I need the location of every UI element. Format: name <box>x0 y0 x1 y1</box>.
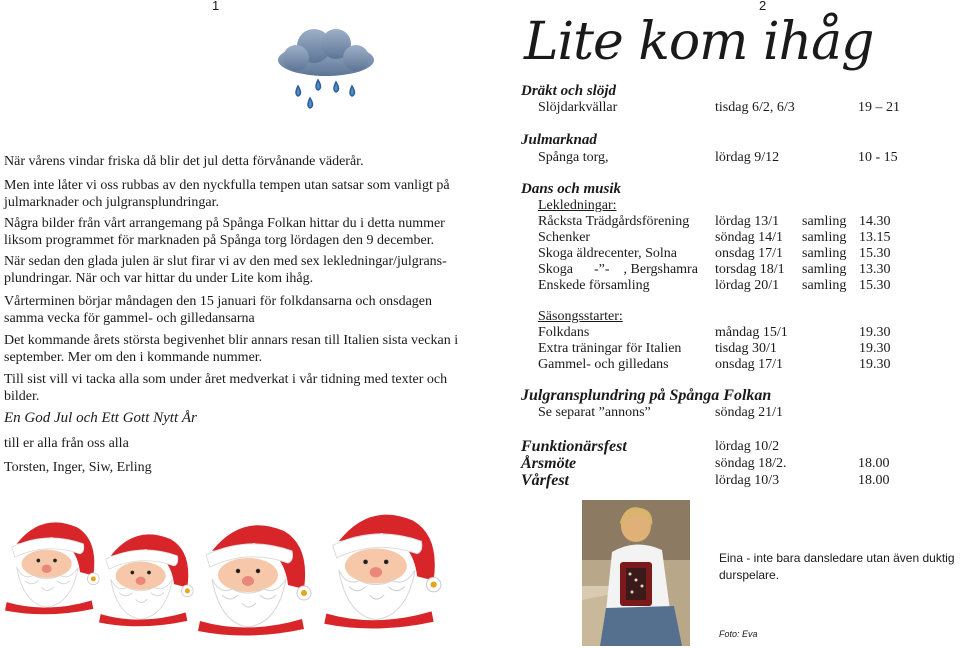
section-heading-drakt: Dräkt och slöjd <box>521 83 617 99</box>
row-name: Gammel- och gilledans <box>538 357 669 372</box>
photo-caption: Eina - inte bara dansledare utan även duktig durspelare. <box>719 551 955 582</box>
row-time: 14.30 <box>859 214 891 229</box>
row-name: Folkdans <box>538 325 590 340</box>
row-date: söndag 14/1 <box>715 230 784 245</box>
row-time: 19 – 21 <box>858 100 900 115</box>
row-date: onsdag 17/1 <box>715 357 784 372</box>
row-date: onsdag 17/1 <box>715 246 784 261</box>
event-name: Vårfest <box>521 472 569 489</box>
paragraph-2: Men inte låter vi oss rubbas av den nyckfulla tempen utan satsar som vanligt på julmarknader och julgransplundringar. <box>4 178 450 210</box>
row-date: måndag 15/1 <box>715 325 788 340</box>
rain-cloud-icon <box>274 24 378 112</box>
event-time: 18.00 <box>858 456 890 471</box>
page-title: Lite kom ihåg <box>524 12 874 72</box>
row-date: tisdag 30/1 <box>715 341 777 356</box>
paragraph-3: Några bilder från vårt arrangemang på Spånga Folkan hittar du i detta nummer liksom programmet för marknaden på Spånga torg lördagen den 9 december. <box>4 216 445 248</box>
row-time: 15.30 <box>859 278 891 293</box>
row-time: 19.30 <box>859 341 891 356</box>
event-date: lördag 10/3 <box>715 473 780 488</box>
event-date: lördag 10/2 <box>715 439 780 454</box>
row-name: Spånga torg, <box>538 150 609 165</box>
row-time: 13.15 <box>859 230 891 245</box>
event-name: Funktionärsfest <box>521 438 627 455</box>
row-date: lördag 9/12 <box>715 150 780 165</box>
event-name: Årsmöte <box>521 455 577 472</box>
greeting: En God Jul och Ett Gott Nytt År <box>4 410 197 426</box>
photo-credit: Foto: Eva <box>719 629 758 639</box>
row-date: söndag 21/1 <box>715 405 784 420</box>
page-number-right: 2 <box>759 0 767 13</box>
santa-head-icon <box>192 510 312 638</box>
signature: Torsten, Inger, Siw, Erling <box>4 460 152 475</box>
row-date: tisdag 6/2, 6/3 <box>715 100 795 115</box>
row-label: samling <box>802 246 847 261</box>
row-date: lördag 13/1 <box>715 214 780 229</box>
row-time: 19.30 <box>859 325 891 340</box>
santa-head-icon <box>0 505 100 621</box>
row-name: Enskede församling <box>538 278 650 293</box>
section-heading-julgransplundring: Julgransplundring på Spånga Folkan <box>521 387 772 404</box>
row-time: 19.30 <box>859 357 891 372</box>
event-time: 18.00 <box>858 473 890 488</box>
row-name: Skoga -”- , Bergshamra <box>538 262 698 277</box>
row-name: Extra träningar för Italien <box>538 341 682 356</box>
santa-head-icon <box>318 500 442 630</box>
row-label: samling <box>802 214 847 229</box>
row-name: Schenker <box>538 230 591 245</box>
paragraph-6: Det kommande årets största begivenhet blir annars resan till Italien sista veckan i september. Mer om den i kommande nummer. <box>4 333 459 365</box>
row-date: torsdag 18/1 <box>715 262 785 277</box>
intro-paragraph: När vårens vindar friska då blir det jul detta förvånande väderår. <box>4 154 364 169</box>
page-number-left: 1 <box>212 0 220 13</box>
subheading-lekledningar: Lekledningar: <box>538 198 617 213</box>
santa-head-icon <box>94 520 194 630</box>
row-name: Se separat ”annons” <box>538 405 651 420</box>
row-date: lördag 20/1 <box>715 278 780 293</box>
row-name: Skoga äldrecenter, Solna <box>538 246 678 261</box>
event-date: söndag 18/2. <box>715 456 787 471</box>
row-name: Slöjdarkvällar <box>538 100 618 115</box>
paragraph-4: När sedan den glada julen är slut firar vi av den med sex lekledningar/julgrans-plundringar. När och var hittar du under Lite kom ihåg. <box>4 254 447 286</box>
subheading-sasongsstarter: Säsongsstarter: <box>538 309 623 324</box>
paragraph-5: Vårterminen börjar måndagen den 15 januari för folkdansarna och onsdagen samma vecka för gammel- och gilledansarna <box>4 294 433 326</box>
section-heading-julmarknad: Julmarknad <box>521 132 597 148</box>
row-time: 15.30 <box>859 246 891 261</box>
paragraph-7: Till sist vill vi tacka alla som under året medverkat i vår tidning med texter och bilder. <box>4 372 448 404</box>
accordion-player-photo <box>582 500 690 646</box>
row-time: 13.30 <box>859 262 891 277</box>
closing-line: till er alla från oss alla <box>4 436 129 451</box>
row-label: samling <box>802 262 847 277</box>
row-name: Råcksta Trädgårdsförening <box>538 214 690 229</box>
row-time: 10 - 15 <box>858 150 898 165</box>
row-label: samling <box>802 230 847 245</box>
row-label: samling <box>802 278 847 293</box>
section-heading-dans: Dans och musik <box>521 181 622 197</box>
